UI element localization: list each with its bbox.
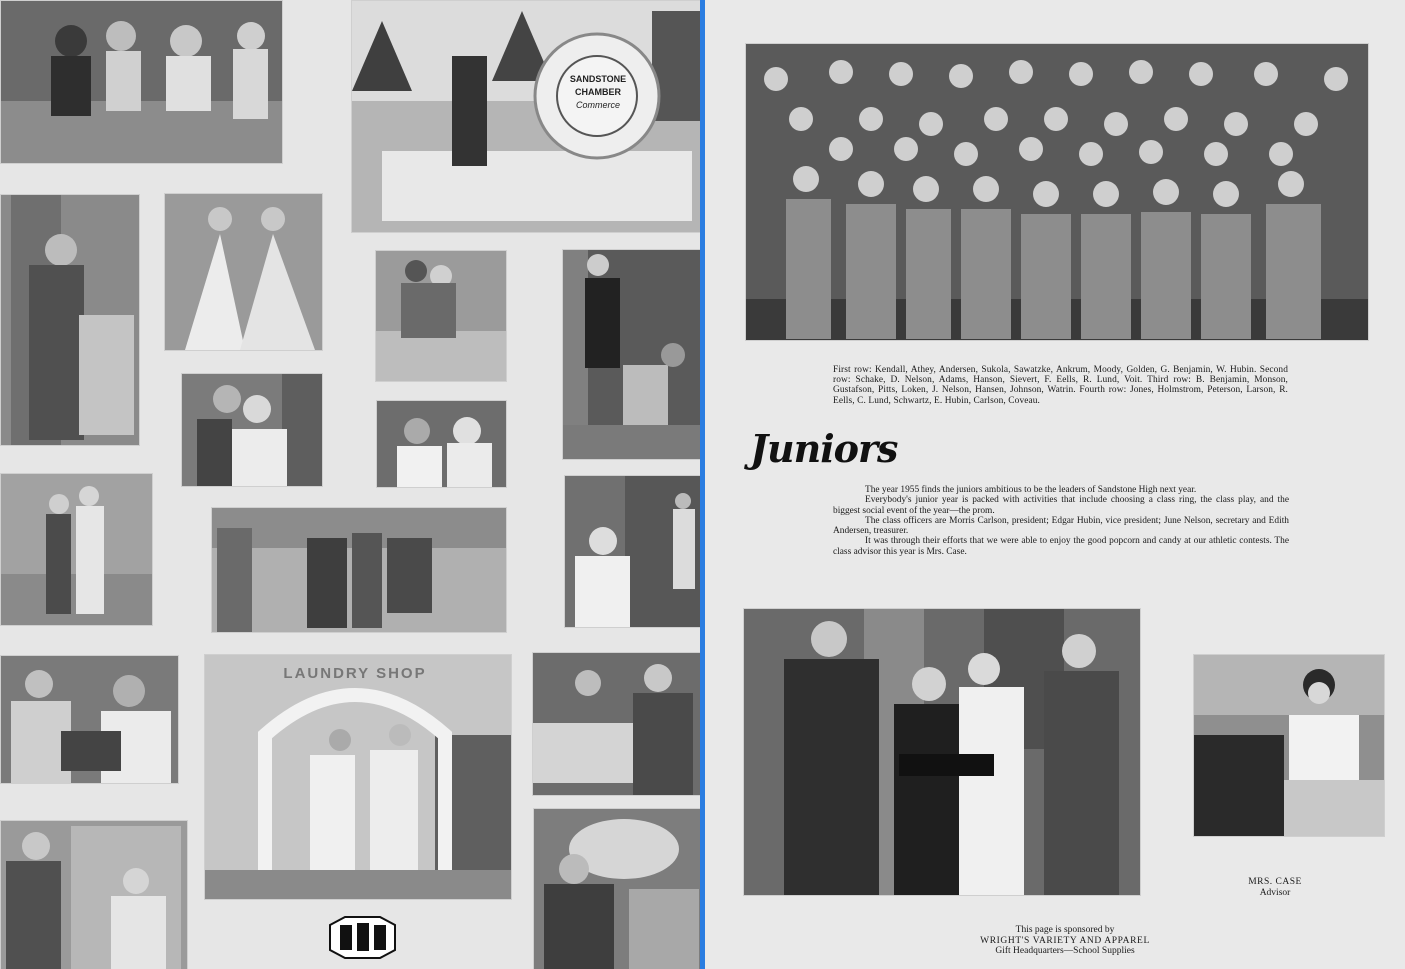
float-sign-line2: CHAMBER xyxy=(575,87,621,97)
article-paragraph: The class officers are Morris Carlson, president; Edgar Hubin, vice president; June Nelson, secretary and Edith Andersen, treasurer. xyxy=(833,515,1289,537)
photo-boy-at-desk xyxy=(0,655,179,784)
photo-motion-blur xyxy=(533,808,700,969)
left-page xyxy=(0,0,700,969)
photo-typing-class xyxy=(532,652,700,796)
page-title: Juniors xyxy=(750,426,898,471)
sponsor-business: WRIGHT'S VARIETY AND APPAREL xyxy=(980,935,1150,946)
article-paragraph: The year 1955 finds the juniors ambitious to be the leaders of Sandstone High next year. xyxy=(865,485,1197,495)
photo-laundry-shop-arch xyxy=(204,654,512,900)
sponsor-intro: This page is sponsored by xyxy=(1015,925,1115,935)
right-page xyxy=(705,0,1405,969)
laundry-shop-sign: LAUNDRY SHOP xyxy=(283,665,427,682)
photo-santa-costume xyxy=(376,400,507,488)
photo-two-girls-gowns xyxy=(164,193,323,351)
advisor-name: MRS. CASE xyxy=(1248,877,1302,887)
photo-boy-and-girl xyxy=(181,373,323,487)
group-photo-caption: First row: Kendall, Athey, Andersen, Sukola, Sawatzke, Ankrum, Moody, Golden, G. Benjamin, W. Hubin. Second row: Schake, D. Nelson, Adams, Hanson, Sievert, F. Eells, R. Lund, Voit. Third row: B. Benjamin, Monson, Gustafson, Pitts, Loken, J. Nelson, Hansen, Johnson, Watrin. Fourth row: Jones, Holmstrom, Peterson, Larson, R. Eells, C. Lund, Schwartz, E. Hubin, Carlson, Coveau. xyxy=(833,365,1288,406)
photo-field-game xyxy=(211,507,507,633)
photo-class-officers xyxy=(743,608,1141,896)
float-sign-line1: SANDSTONE xyxy=(569,74,627,84)
article-paragraph: Everybody's junior year is packed with activities that include choosing a class ring, the class play, and the biggest social event of the year—the prom. xyxy=(833,495,1289,516)
school-emblem-icon xyxy=(325,915,400,960)
photo-boy-on-stage xyxy=(562,249,700,460)
photo-man-with-child xyxy=(0,194,140,446)
photo-man-in-hallway xyxy=(564,475,700,628)
photo-parade-float xyxy=(351,0,700,233)
photo-mrs-case-sewing xyxy=(1193,654,1385,837)
photo-junior-class-group xyxy=(745,43,1369,341)
advisor-role: Advisor xyxy=(1259,887,1291,898)
article-paragraph: It was through their efforts that we were able to enjoy the good popcorn and candy at our athletic contests. The class advisor this year is Mrs. Case. xyxy=(833,536,1289,557)
photo-couple-outdoors xyxy=(375,250,507,382)
advisor-caption xyxy=(1235,877,1315,898)
photo-girls-on-grass xyxy=(0,0,283,164)
sponsor-block xyxy=(915,925,1215,957)
juniors-article xyxy=(833,485,1289,557)
photo-boys-cabinet xyxy=(0,820,188,969)
sponsor-tagline: Gift Headquarters—School Supplies xyxy=(995,946,1135,956)
float-sign-line3: Commerce xyxy=(575,100,620,110)
photo-two-girls-field xyxy=(0,473,153,626)
